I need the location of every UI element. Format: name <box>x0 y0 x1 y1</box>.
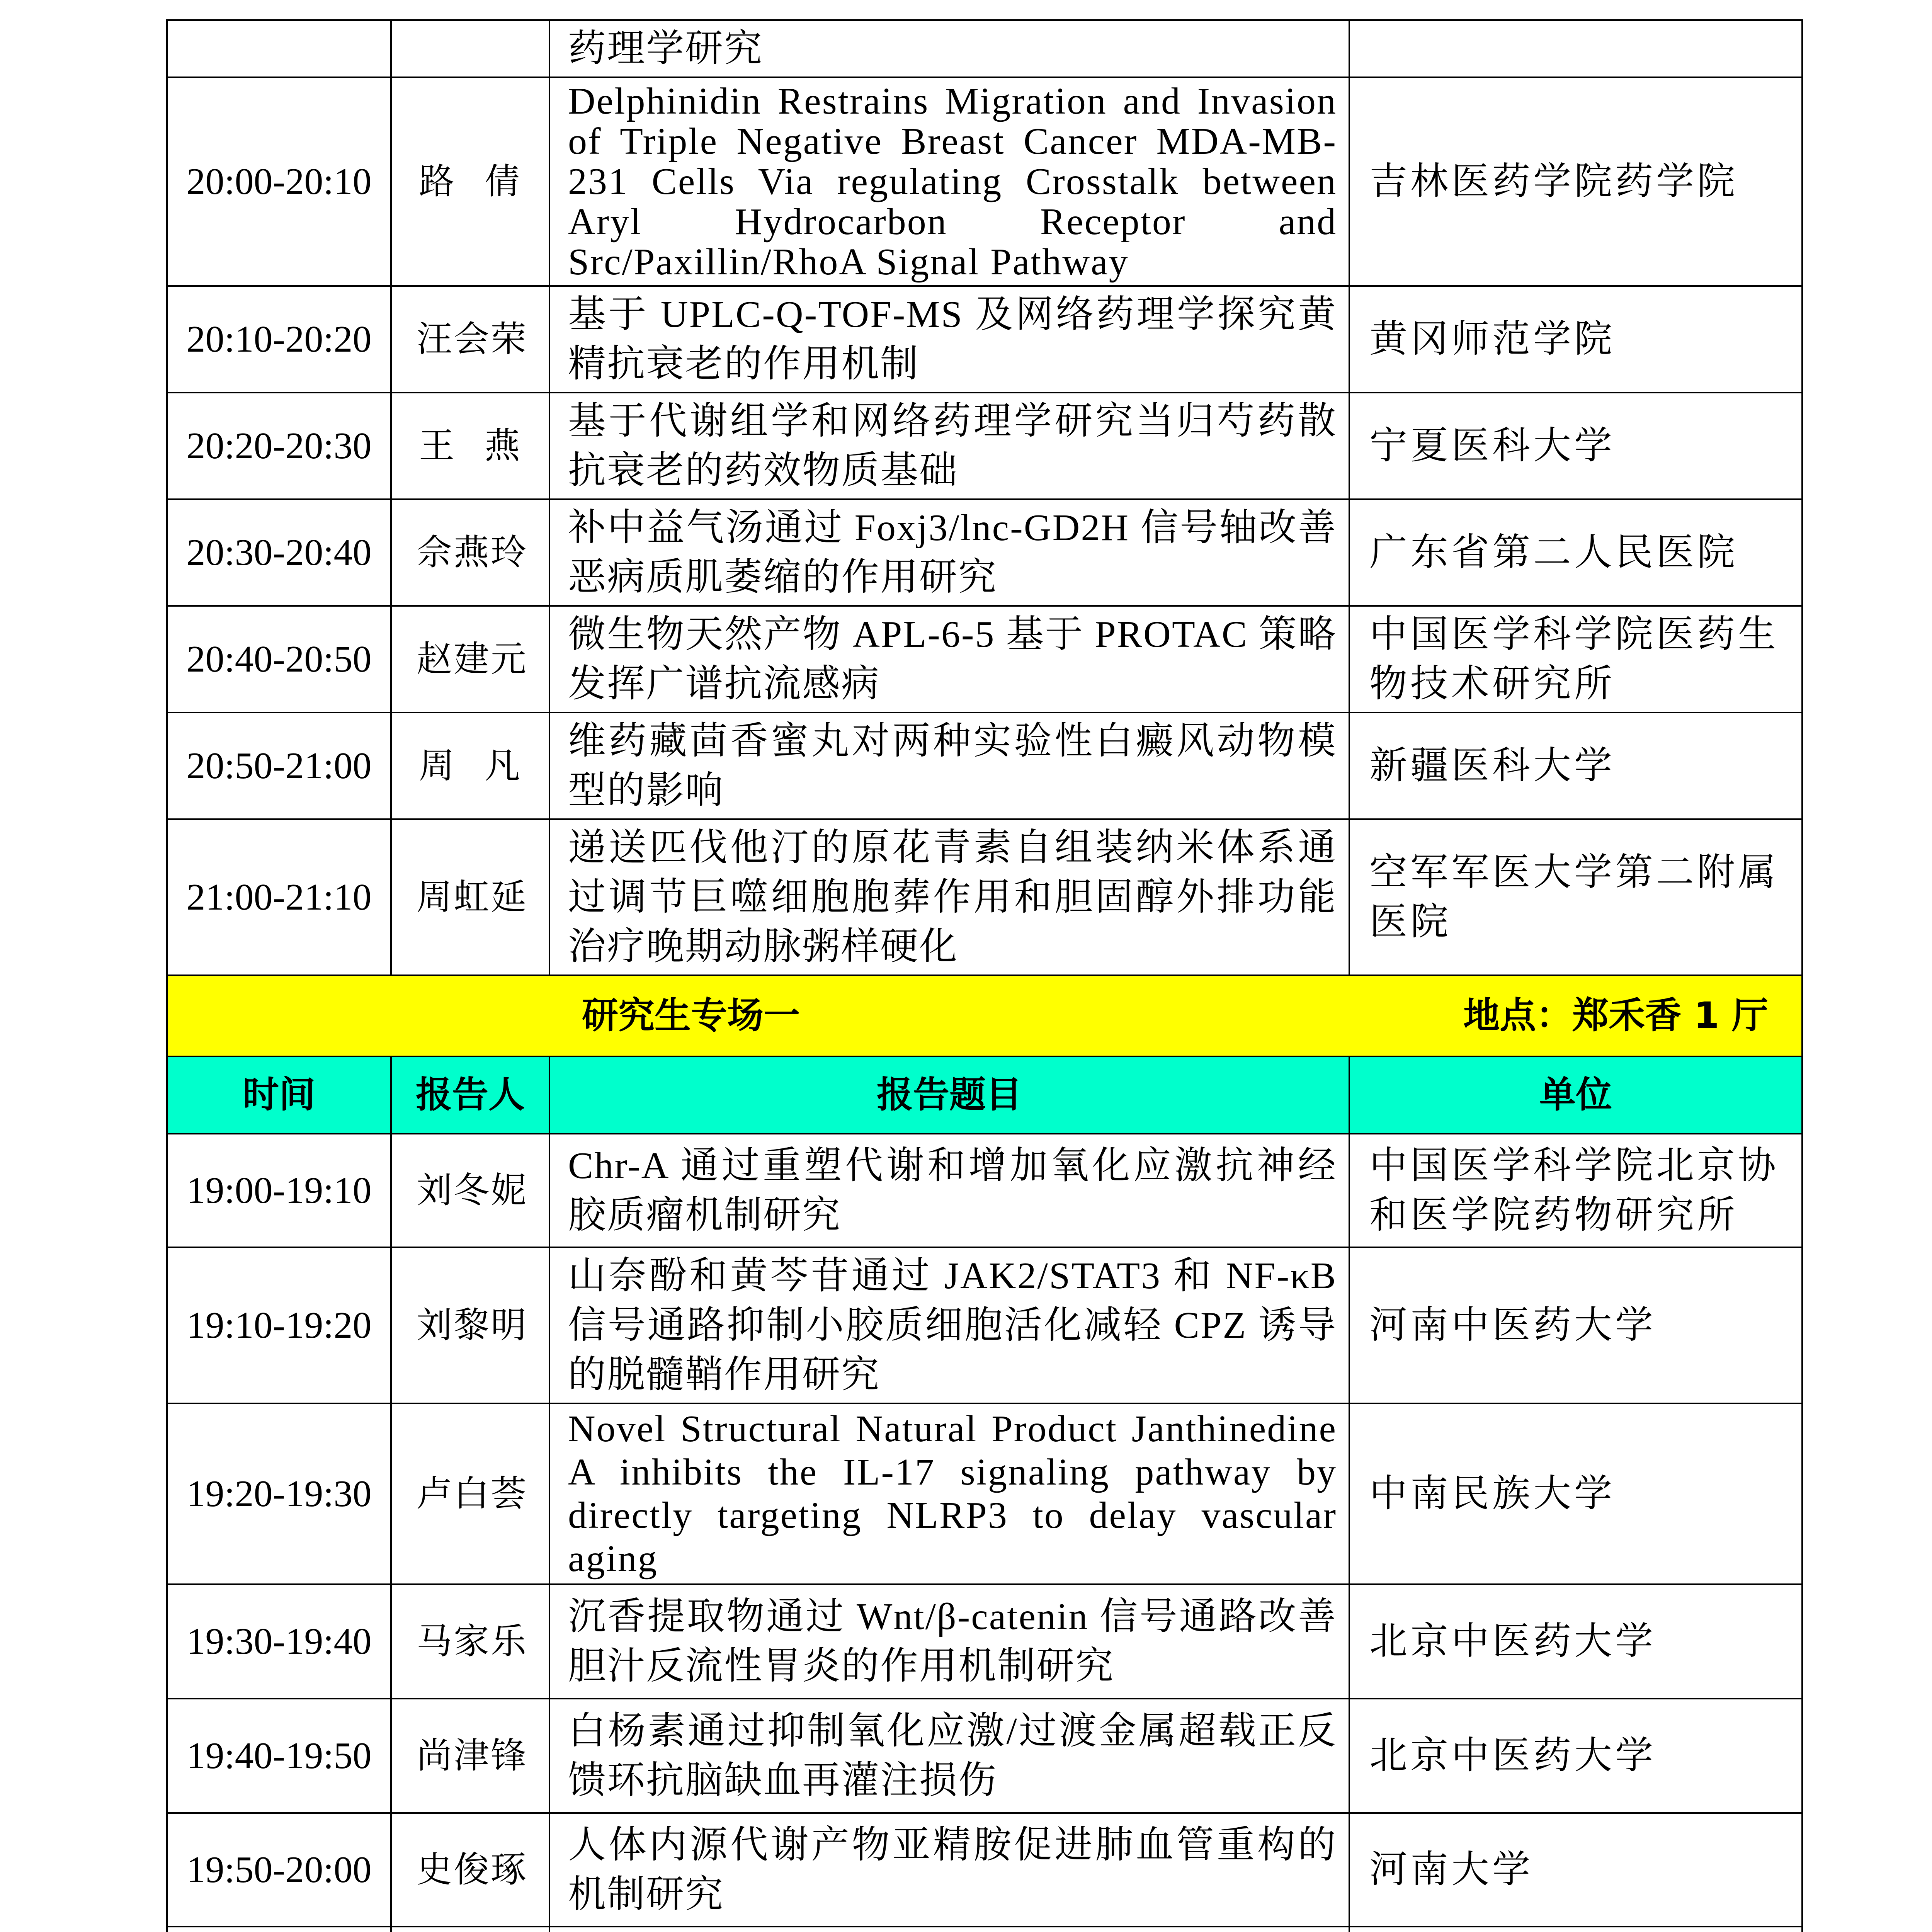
speaker-cell: 赵建元 <box>391 606 549 713</box>
topic-cell: Delphinidin Restrains Migration and Invasion of Triple Negative Breast Cancer MDA-MB-231 Cells Via regulating Crosstalk between Aryl Hydrocarbon Receptor and Src/Paxillin/RhoA Signal Pathway <box>549 77 1349 286</box>
table-row <box>167 1403 1802 1584</box>
table-row <box>167 77 1802 286</box>
time-cell: 20:40-20:50 <box>167 606 391 713</box>
section-banner <box>167 975 1802 1056</box>
unit-cell: 中南民族大学 <box>1349 1403 1802 1584</box>
unit-cell: 空军军医大学第二附属医院 <box>1349 819 1802 975</box>
speaker-cell <box>391 1927 549 1932</box>
speaker-cell: 王 燕 <box>391 393 549 499</box>
unit-cell: 新疆医科大学 <box>1349 713 1802 819</box>
header-topic: 报告题目 <box>549 1056 1349 1134</box>
time-cell: 19:40-19:50 <box>167 1699 391 1813</box>
section-banner-cell <box>167 975 1802 1056</box>
topic-cell: Novel Structural Natural Product Janthinedine A inhibits the IL-17 signaling pathway by directly targeting NLRP3 to delay vascular aging <box>549 1403 1349 1584</box>
time-cell: 19:20-19:30 <box>167 1403 391 1584</box>
unit-cell: 北京中医药大学 <box>1349 1699 1802 1813</box>
unit-cell: 河南大学 <box>1349 1813 1802 1927</box>
time-cell: 19:10-19:20 <box>167 1247 391 1403</box>
topic-cell: 药理学研究 <box>549 20 1349 77</box>
schedule-table <box>166 19 1803 1932</box>
speaker-cell: 周 凡 <box>391 713 549 819</box>
time-cell: 20:00-20:10 <box>167 77 391 286</box>
header-time: 时间 <box>167 1056 391 1134</box>
unit-cell <box>1349 1927 1802 1932</box>
table-row <box>167 606 1802 713</box>
time-cell: 20:20-20:30 <box>167 393 391 499</box>
topic-cell: Chr-A 通过重塑代谢和增加氧化应激抗神经胶质瘤机制研究 <box>549 1134 1349 1247</box>
unit-cell: 河南中医药大学 <box>1349 1247 1802 1403</box>
table-row <box>167 713 1802 819</box>
unit-cell: 中国医学科学院北京协和医学院药物研究所 <box>1349 1134 1802 1247</box>
topic-cell <box>549 1927 1349 1932</box>
header-speaker: 报告人 <box>391 1056 549 1134</box>
time-cell: 19:30-19:40 <box>167 1584 391 1699</box>
speaker-cell: 卢白荟 <box>391 1403 549 1584</box>
topic-cell: 基于 UPLC-Q-TOF-MS 及网络药理学探究黄精抗衰老的作用机制 <box>549 286 1349 393</box>
table-row <box>167 1699 1802 1813</box>
unit-cell: 黄冈师范学院 <box>1349 286 1802 393</box>
time-cell: 19:00-19:10 <box>167 1134 391 1247</box>
time-cell <box>167 1927 391 1932</box>
topic-cell: 补中益气汤通过 Foxj3/lnc-GD2H 信号轴改善恶病质肌萎缩的作用研究 <box>549 499 1349 606</box>
topic-cell: 微生物天然产物 APL-6-5 基于 PROTAC 策略发挥广谱抗流感病 <box>549 606 1349 713</box>
topic-cell: 基于代谢组学和网络药理学研究当归芍药散抗衰老的药效物质基础 <box>549 393 1349 499</box>
table-row <box>167 1247 1802 1403</box>
speaker-cell: 尚津锋 <box>391 1699 549 1813</box>
time-cell: 20:50-21:00 <box>167 713 391 819</box>
speaker-cell <box>391 20 549 77</box>
table-row <box>167 20 1802 77</box>
speaker-cell: 汪会荣 <box>391 286 549 393</box>
topic-cell: 白杨素通过抑制氧化应激/过渡金属超载正反馈环抗脑缺血再灌注损伤 <box>549 1699 1349 1813</box>
speaker-cell: 路 倩 <box>391 77 549 286</box>
time-cell <box>167 20 391 77</box>
topic-cell: 维药藏茴香蜜丸对两种实验性白癜风动物模型的影响 <box>549 713 1349 819</box>
speaker-cell: 刘冬妮 <box>391 1134 549 1247</box>
section-location: 地点：郑禾香 1 厅 <box>1463 995 1768 1037</box>
time-cell: 19:50-20:00 <box>167 1813 391 1927</box>
speaker-cell: 史俊琢 <box>391 1813 549 1927</box>
header-unit: 单位 <box>1349 1056 1802 1134</box>
time-cell: 20:10-20:20 <box>167 286 391 393</box>
table-row <box>167 819 1802 975</box>
speaker-cell: 佘燕玲 <box>391 499 549 606</box>
table-row <box>167 393 1802 499</box>
topic-cell: 沉香提取物通过 Wnt/β-catenin 信号通路改善胆汁反流性胃炎的作用机制研究 <box>549 1584 1349 1699</box>
table-row <box>167 1584 1802 1699</box>
time-cell: 21:00-21:10 <box>167 819 391 975</box>
unit-cell: 宁夏医科大学 <box>1349 393 1802 499</box>
unit-cell: 中国医学科学院医药生物技术研究所 <box>1349 606 1802 713</box>
table-row <box>167 499 1802 606</box>
speaker-cell: 马家乐 <box>391 1584 549 1699</box>
section-title: 研究生专场一 <box>582 995 800 1037</box>
speaker-cell: 刘黎明 <box>391 1247 549 1403</box>
table-row <box>167 1134 1802 1247</box>
topic-cell: 山奈酚和黄芩苷通过 JAK2/STAT3 和 NF-κB 信号通路抑制小胶质细胞活化减轻 CPZ 诱导的脱髓鞘作用研究 <box>549 1247 1349 1403</box>
unit-cell: 吉林医药学院药学院 <box>1349 77 1802 286</box>
speaker-cell: 周虹延 <box>391 819 549 975</box>
table-row <box>167 286 1802 393</box>
unit-cell: 广东省第二人民医院 <box>1349 499 1802 606</box>
table-header-row <box>167 1056 1802 1134</box>
unit-cell <box>1349 20 1802 77</box>
table-row <box>167 1813 1802 1927</box>
table-row <box>167 1927 1802 1932</box>
unit-cell: 北京中医药大学 <box>1349 1584 1802 1699</box>
topic-cell: 人体内源代谢产物亚精胺促进肺血管重构的机制研究 <box>549 1813 1349 1927</box>
time-cell: 20:30-20:40 <box>167 499 391 606</box>
topic-cell: 递送匹伐他汀的原花青素自组装纳米体系通过调节巨噬细胞胞葬作用和胆固醇外排功能治疗晚期动脉粥样硬化 <box>549 819 1349 975</box>
